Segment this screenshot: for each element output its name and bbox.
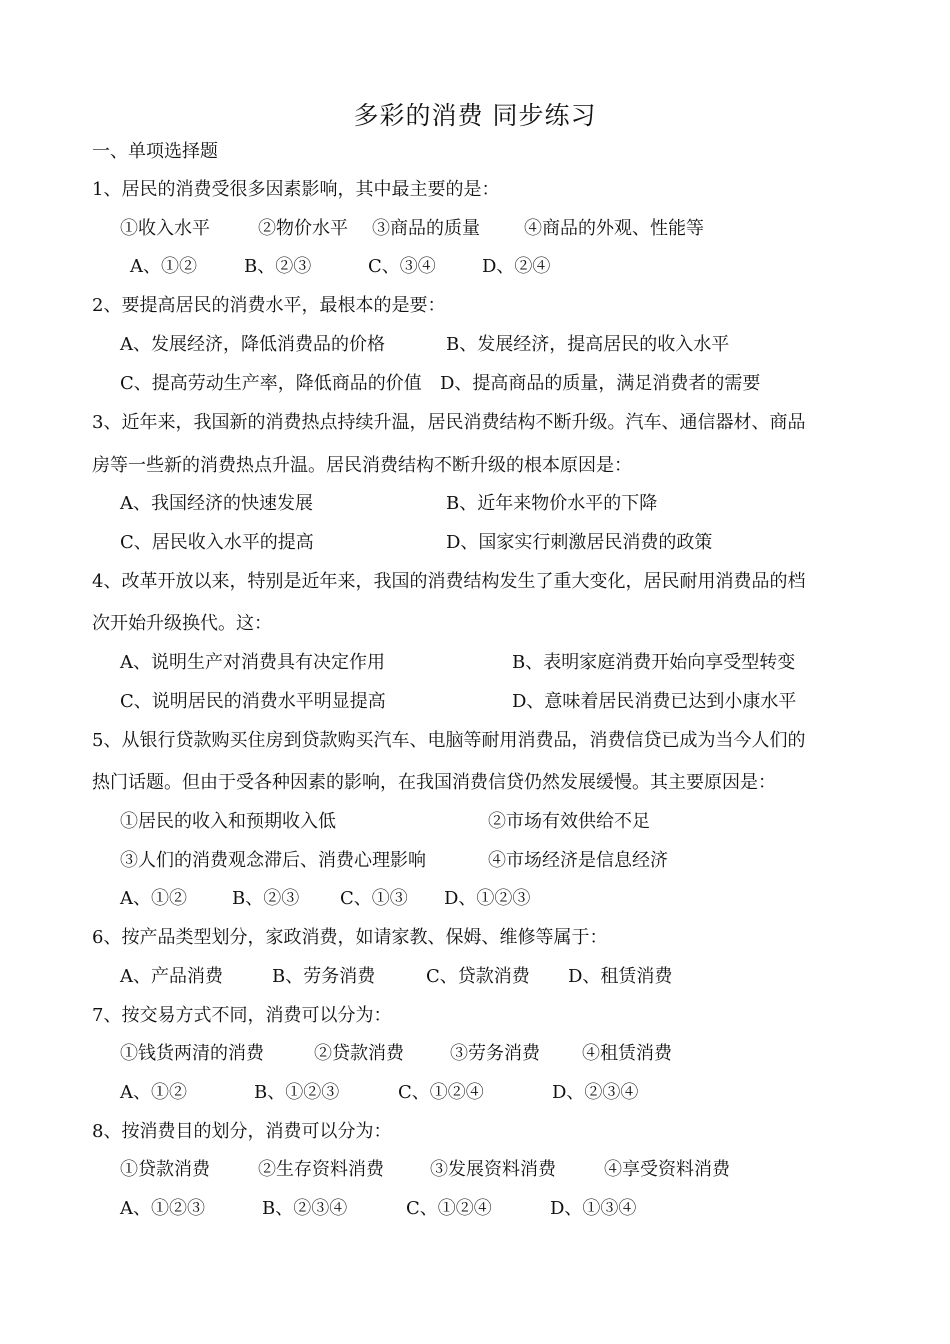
- q3-choice-b: B、近年来物价水平的下降: [446, 493, 658, 514]
- q3-choice-c: C、居民收入水平的提高: [120, 532, 314, 553]
- q5-choice-a: A、①②: [120, 888, 187, 909]
- q8-item-4: ④享受资料消费: [604, 1159, 730, 1180]
- q7-item-2: ②贷款消费: [314, 1043, 404, 1064]
- question-1-stem: 1、居民的消费受很多因素影响，其中最主要的是：: [92, 179, 500, 200]
- q6-choice-d: D、租赁消费: [568, 966, 673, 987]
- q7-item-4: ④租赁消费: [582, 1043, 672, 1064]
- section-heading: 一、单项选择题: [92, 141, 218, 162]
- q5-item-1: ①居民的收入和预期收入低: [120, 811, 336, 832]
- q8-item-1: ①贷款消费: [120, 1159, 210, 1180]
- q7-choice-a: A、①②: [120, 1082, 187, 1103]
- q6-choice-b: B、劳务消费: [272, 966, 376, 987]
- q1-choice-b: B、②③: [244, 256, 312, 277]
- q8-item-2: ②生存资料消费: [258, 1159, 384, 1180]
- q5-item-3: ③人们的消费观念滞后、消费心理影响: [120, 850, 426, 871]
- q8-choice-d: D、①③④: [550, 1198, 637, 1219]
- q4-choice-a: A、说明生产对消费具有决定作用: [120, 652, 385, 673]
- q2-choice-c: C、提高劳动生产率，降低商品的价值: [120, 373, 422, 394]
- q2-choice-d: D、提高商品的质量，满足消费者的需要: [440, 373, 761, 394]
- q5-choice-c: C、①③: [340, 888, 408, 909]
- q5-item-2: ②市场有效供给不足: [488, 811, 650, 832]
- q5-choice-b: B、②③: [232, 888, 300, 909]
- q8-choice-b: B、②③④: [262, 1198, 348, 1219]
- q1-choice-a: A、①②: [130, 256, 197, 277]
- q1-item-2: ②物价水平: [258, 218, 348, 239]
- q6-choice-a: A、产品消费: [120, 966, 223, 987]
- question-5-stem-line-2: 热门话题。但由于受各种因素的影响，在我国消费信贷仍然发展缓慢。其主要原因是：: [92, 772, 776, 793]
- q1-choice-d: D、②④: [482, 256, 551, 277]
- page-title: 多彩的消费 同步练习: [353, 101, 597, 130]
- q1-choice-c: C、③④: [368, 256, 436, 277]
- q7-choice-d: D、②③④: [552, 1082, 639, 1103]
- q5-choice-d: D、①②③: [444, 888, 531, 909]
- q1-item-3: ③商品的质量: [372, 218, 480, 239]
- q8-choice-a: A、①②③: [120, 1198, 205, 1219]
- q7-choice-b: B、①②③: [254, 1082, 340, 1103]
- q3-choice-a: A、我国经济的快速发展: [120, 493, 313, 514]
- question-2-stem: 2、要提高居民的消费水平，最根本的是要：: [92, 295, 446, 316]
- question-4-stem-line-1: 4、改革开放以来，特别是近年来，我国的消费结构发生了重大变化，居民耐用消费品的档: [92, 571, 806, 592]
- question-5-stem-line-1: 5、从银行贷款购买住房到贷款购买汽车、电脑等耐用消费品，消费信贷已成为当今人们的: [92, 730, 806, 751]
- q4-choice-b: B、表明家庭消费开始向享受型转变: [512, 652, 796, 673]
- q4-choice-c: C、说明居民的消费水平明显提高: [120, 691, 386, 712]
- q7-item-3: ③劳务消费: [450, 1043, 540, 1064]
- question-3-stem-line-1: 3、近年来，我国新的消费热点持续升温，居民消费结构不断升级。汽车、通信器材、商品: [92, 412, 806, 433]
- q1-item-1: ①收入水平: [120, 218, 210, 239]
- q7-item-1: ①钱货两清的消费: [120, 1043, 264, 1064]
- question-7-stem: 7、按交易方式不同，消费可以分为：: [92, 1005, 392, 1026]
- question-4-stem-line-2: 次开始升级换代。这：: [92, 613, 272, 634]
- question-6-stem: 6、按产品类型划分，家政消费，如请家教、保姆、维修等属于：: [92, 927, 608, 948]
- q5-item-4: ④市场经济是信息经济: [488, 850, 668, 871]
- q6-choice-c: C、贷款消费: [426, 966, 530, 987]
- question-3-stem-line-2: 房等一些新的消费热点升温。居民消费结构不断升级的根本原因是：: [92, 455, 632, 476]
- q2-choice-b: B、发展经济，提高居民的收入水平: [446, 334, 730, 355]
- q7-choice-c: C、①②④: [398, 1082, 484, 1103]
- q8-item-3: ③发展资料消费: [430, 1159, 556, 1180]
- q8-choice-c: C、①②④: [406, 1198, 492, 1219]
- q1-item-4: ④商品的外观、性能等: [524, 218, 704, 239]
- q4-choice-d: D、意味着居民消费已达到小康水平: [512, 691, 797, 712]
- question-8-stem: 8、按消费目的划分，消费可以分为：: [92, 1121, 392, 1142]
- q3-choice-d: D、国家实行刺激居民消费的政策: [446, 532, 713, 553]
- q2-choice-a: A、发展经济，降低消费品的价格: [120, 334, 385, 355]
